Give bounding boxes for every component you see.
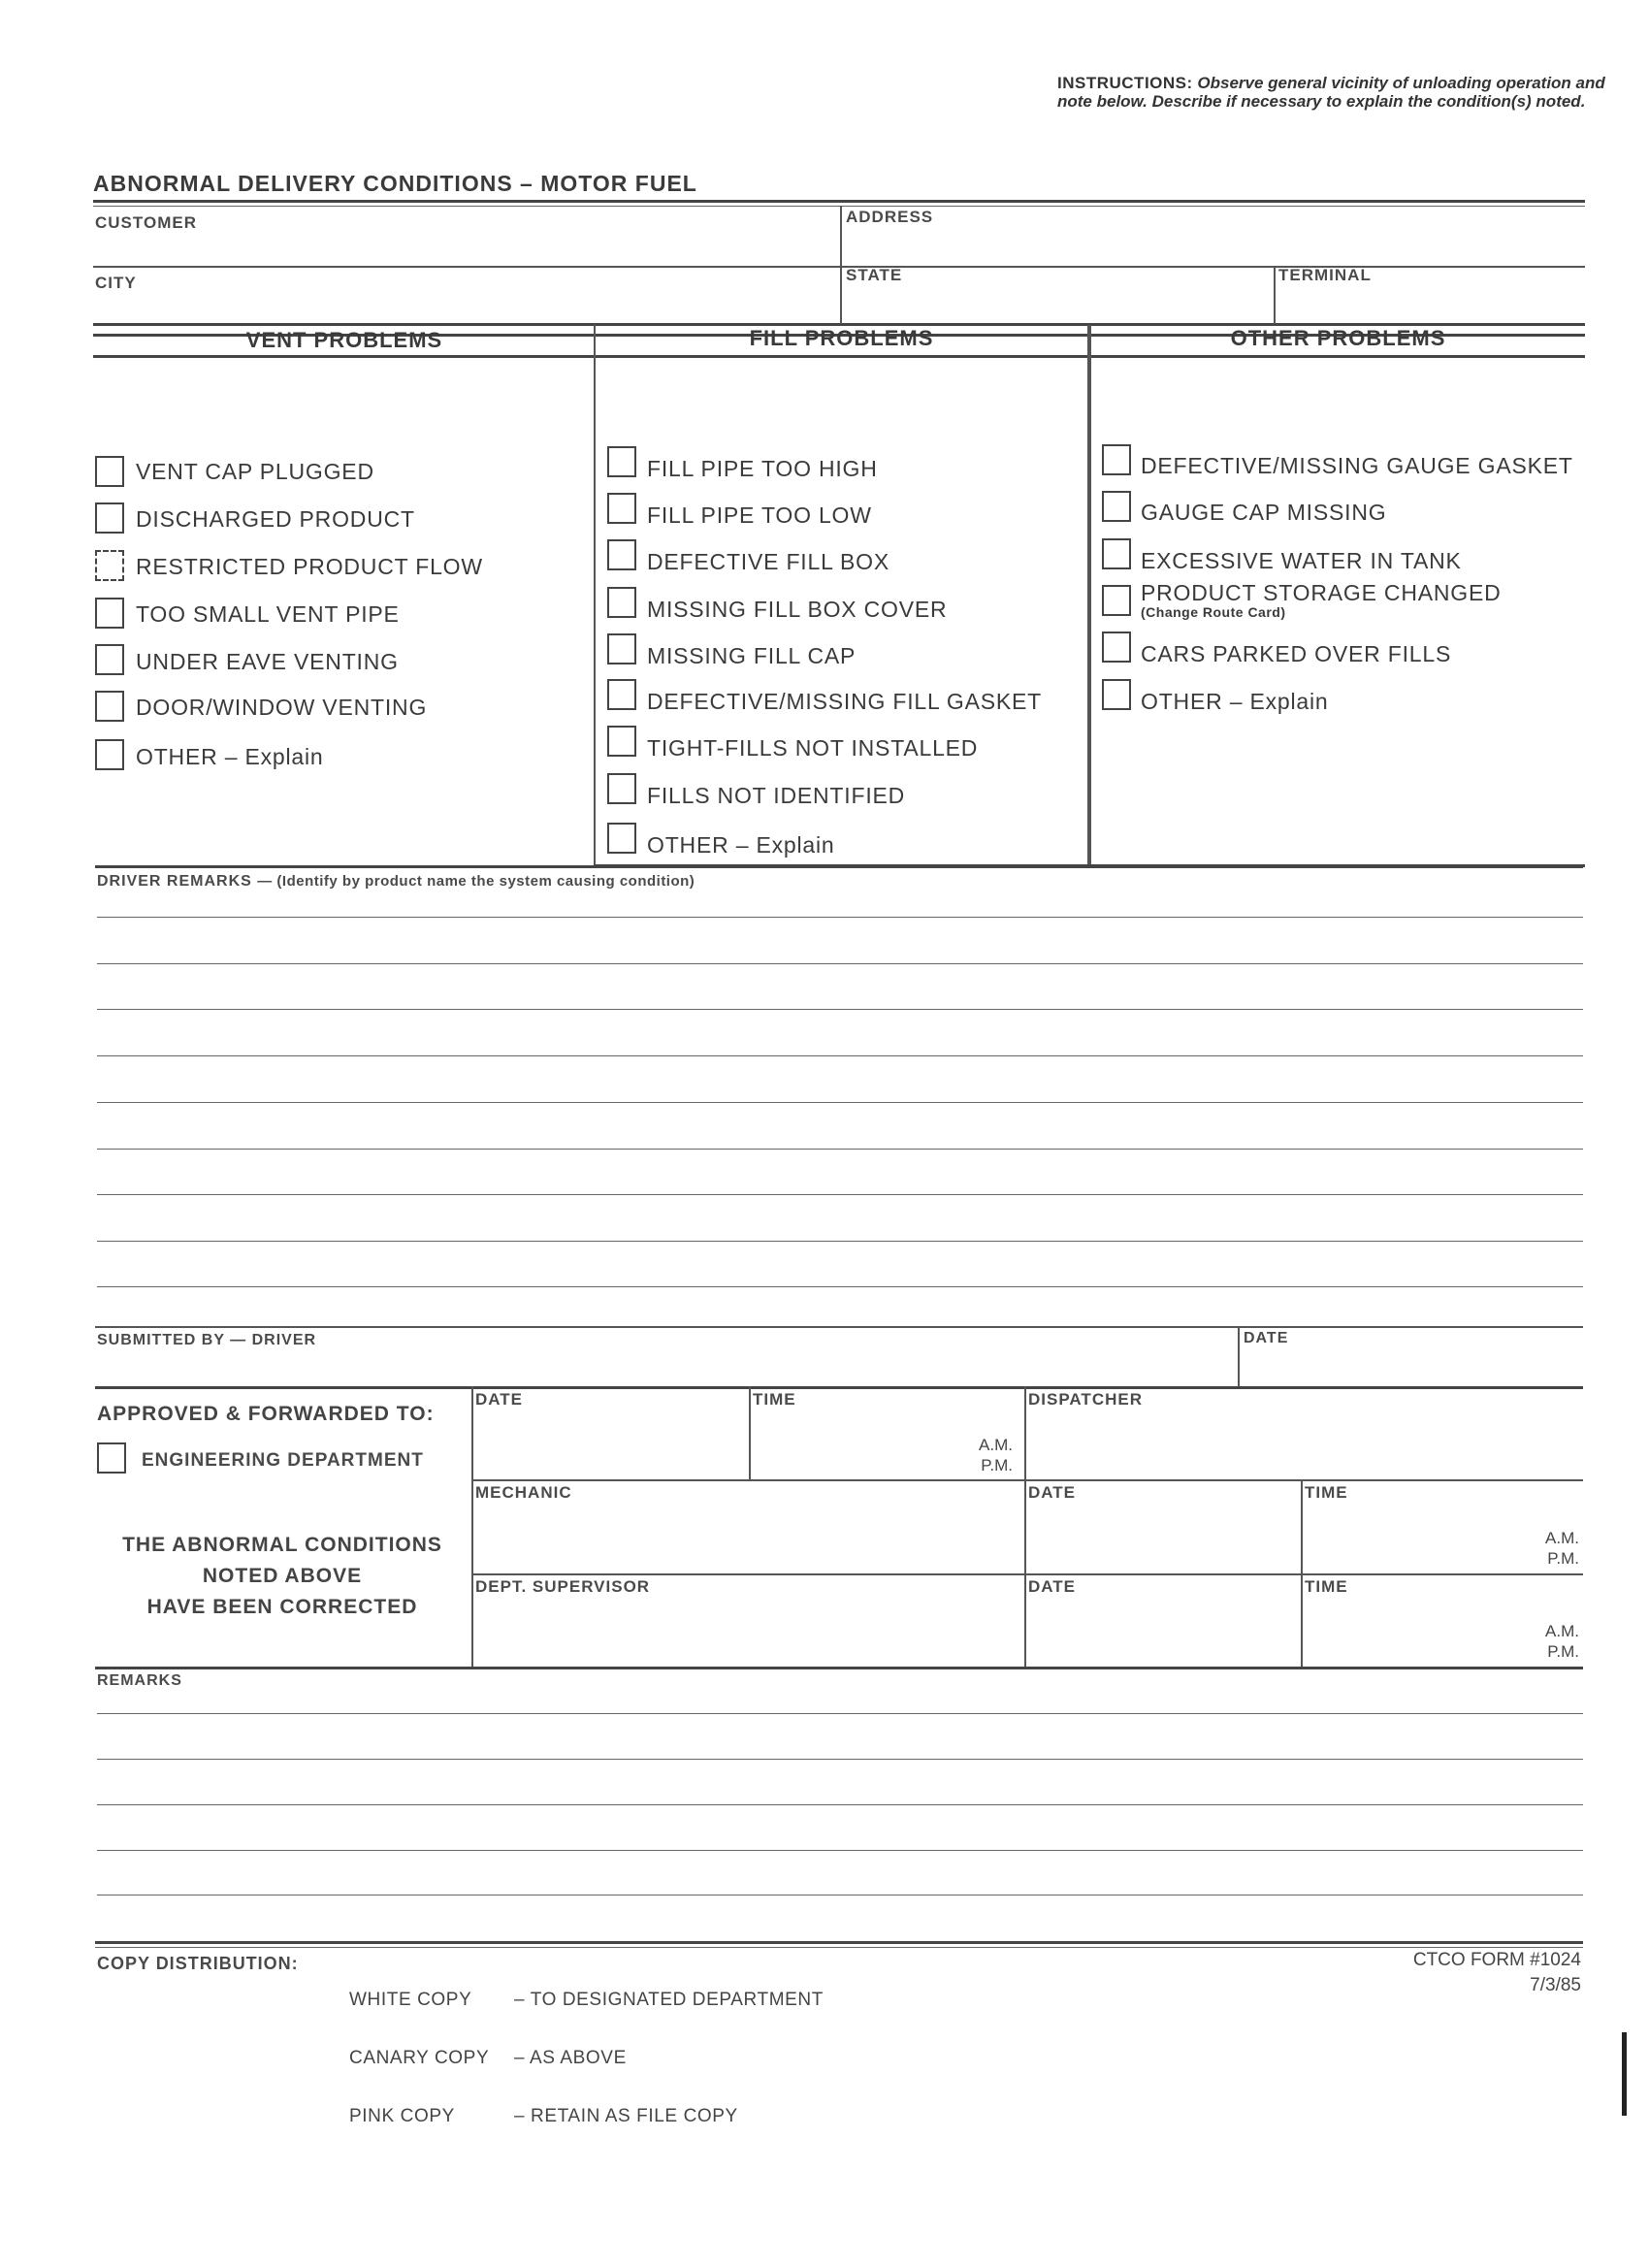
city-field[interactable]: [95, 291, 836, 322]
state-field[interactable]: [846, 287, 1271, 322]
mechanic-label: MECHANIC: [475, 1483, 572, 1502]
customer-field[interactable]: [95, 233, 836, 264]
checkbox-label: OTHER – Explain: [136, 744, 324, 769]
terminal-field[interactable]: [1278, 287, 1583, 322]
submitted-by-field[interactable]: [97, 1351, 1232, 1384]
product-storage-changed-checkbox[interactable]: [1102, 585, 1131, 616]
customer-label: CUSTOMER: [95, 213, 197, 232]
city-label: CITY: [95, 274, 137, 292]
copy-distribution-copies: [349, 1952, 489, 2146]
remarks-line: [97, 1149, 1583, 1150]
remarks-line: [97, 1759, 1583, 1760]
mechanic-field[interactable]: [475, 1505, 1020, 1571]
checkbox-label: DEFECTIVE FILL BOX: [647, 549, 889, 574]
defective-missing-gauge-gasket-checkbox[interactable]: [1102, 444, 1131, 475]
under-eave-venting-checkbox[interactable]: [95, 644, 124, 675]
engineering-department-label: ENGINEERING DEPARTMENT: [142, 1450, 424, 1471]
checkbox-label: PRODUCT STORAGE CHANGED: [1141, 580, 1502, 605]
remarks-line: [97, 1102, 1583, 1103]
remarks-line: [97, 1713, 1583, 1714]
footer-rule: [95, 1941, 1583, 1944]
engineering-department-checkbox[interactable]: [97, 1442, 126, 1474]
corrected-statement: [95, 1530, 469, 1623]
title-rule-2: [93, 206, 1585, 207]
remarks-label: REMARKS: [97, 1672, 182, 1689]
excessive-water-in-tank-checkbox[interactable]: [1102, 538, 1131, 569]
col-divider: [594, 325, 596, 866]
approval-top-rule: [95, 1386, 1583, 1389]
form-title: ABNORMAL DELIVERY CONDITIONS – MOTOR FUEL: [93, 171, 697, 196]
instructions-label: INSTRUCTIONS:: [1057, 74, 1193, 92]
submitted-date-label: DATE: [1244, 1330, 1289, 1346]
checkbox-label: OTHER – Explain: [1141, 689, 1329, 714]
submitted-date-field[interactable]: [1244, 1349, 1583, 1384]
checkbox-label: FILLS NOT IDENTIFIED: [647, 783, 906, 808]
mechanic-ampm: [1500, 1528, 1579, 1569]
remarks-line: [97, 963, 1583, 964]
copy-name: PINK COPY: [349, 2106, 455, 2126]
am-label: A.M.: [1545, 1529, 1579, 1547]
pm-label: P.M.: [1547, 1642, 1579, 1661]
fills-not-identified-checkbox[interactable]: [607, 773, 636, 804]
pm-label: P.M.: [1547, 1549, 1579, 1568]
terminal-label: TERMINAL: [1278, 266, 1372, 284]
driver-remarks-note: — (Identify by product name the system causing condition): [257, 873, 695, 890]
remarks-line: [97, 1009, 1583, 1010]
dispatcher-label: DISPATCHER: [1028, 1390, 1143, 1409]
scan-edge-mark: [1622, 2032, 1627, 2116]
am-label: A.M.: [1545, 1622, 1579, 1640]
tight-fills-not-installed-checkbox[interactable]: [607, 726, 636, 757]
col-divider: [1274, 266, 1276, 324]
fill-pipe-too-low-checkbox[interactable]: [607, 493, 636, 524]
checkbox-label: CARS PARKED OVER FILLS: [1141, 641, 1452, 666]
supervisor-ampm: [1500, 1621, 1579, 1662]
vent-problems-header: VENT PROBLEMS: [245, 328, 443, 352]
approval-date-label: DATE: [475, 1390, 524, 1409]
corrected-line: THE ABNORMAL CONDITIONS: [122, 1534, 442, 1556]
gauge-cap-missing-checkbox[interactable]: [1102, 491, 1131, 522]
remarks-line: [97, 1286, 1583, 1287]
other-problems-header: OTHER PROBLEMS: [1230, 326, 1446, 350]
missing-fill-cap-checkbox[interactable]: [607, 633, 636, 664]
checkbox-label: RESTRICTED PRODUCT FLOW: [136, 554, 483, 579]
instructions: [1057, 74, 1610, 111]
col-divider: [1024, 1386, 1026, 1668]
change-route-card-note: (Change Route Card): [1141, 604, 1286, 620]
copy-distribution-label: COPY DISTRIBUTION:: [97, 1954, 299, 1973]
missing-fill-box-cover-checkbox[interactable]: [607, 587, 636, 618]
checkbox-label: DOOR/WINDOW VENTING: [136, 695, 428, 720]
col-divider: [840, 206, 842, 324]
checkbox-label: TIGHT-FILLS NOT INSTALLED: [647, 735, 979, 761]
door-window-venting-checkbox[interactable]: [95, 691, 124, 722]
row-divider: [471, 1479, 1583, 1481]
driver-remarks-title: DRIVER REMARKS: [97, 873, 252, 890]
remarks-line: [97, 1055, 1583, 1056]
checkbox-label: UNDER EAVE VENTING: [136, 649, 399, 674]
mechanic-date-label: DATE: [1028, 1483, 1077, 1502]
remarks-line: [97, 1850, 1583, 1851]
approval-time-label: TIME: [753, 1390, 796, 1409]
checkbox-label: FILL PIPE TOO HIGH: [647, 456, 878, 481]
driver-remarks-rule: [95, 865, 1583, 868]
copy-destination: – AS ABOVE: [514, 2048, 627, 2068]
state-label: STATE: [846, 266, 903, 284]
col-divider: [1089, 325, 1091, 866]
fill-other-checkbox[interactable]: [607, 823, 636, 854]
copy-name: CANARY COPY: [349, 2048, 490, 2068]
driver-remarks-area[interactable]: [95, 888, 1583, 1287]
fill-pipe-too-high-checkbox[interactable]: [607, 446, 636, 477]
mechanic-time-field[interactable]: [1305, 1505, 1499, 1571]
row-divider: [471, 1573, 1583, 1575]
title-rule: [93, 200, 1585, 203]
approval-date-field[interactable]: [475, 1411, 745, 1475]
mechanic-date-field[interactable]: [1028, 1505, 1296, 1571]
remarks-line: [97, 1241, 1583, 1242]
too-small-vent-pipe-checkbox[interactable]: [95, 598, 124, 629]
supervisor-time-field[interactable]: [1305, 1599, 1499, 1665]
dispatcher-field[interactable]: [1028, 1411, 1581, 1475]
checkbox-label: GAUGE CAP MISSING: [1141, 500, 1387, 525]
dept-supervisor-field[interactable]: [475, 1599, 1020, 1665]
mechanic-time-label: TIME: [1305, 1483, 1348, 1502]
approval-ampm: [931, 1435, 1013, 1475]
dept-supervisor-label: DEPT. SUPERVISOR: [475, 1577, 651, 1596]
defective-fill-box-checkbox[interactable]: [607, 539, 636, 570]
checkbox-label: MISSING FILL BOX COVER: [647, 597, 948, 622]
supervisor-time-label: TIME: [1305, 1577, 1348, 1596]
copy-name: WHITE COPY: [349, 1990, 472, 2010]
problems-header-rule: [93, 355, 1585, 358]
corrected-line: NOTED ABOVE: [202, 1565, 363, 1587]
supervisor-date-label: DATE: [1028, 1577, 1077, 1596]
copy-destination: – TO DESIGNATED DEPARTMENT: [514, 1990, 824, 2010]
other-problems-other-checkbox[interactable]: [1102, 679, 1131, 710]
approved-forwarded-label: APPROVED & FORWARDED TO:: [97, 1403, 435, 1425]
pm-label: P.M.: [981, 1456, 1013, 1474]
checkbox-label: DEFECTIVE/MISSING FILL GASKET: [647, 689, 1043, 714]
checkbox-label: DISCHARGED PRODUCT: [136, 506, 415, 532]
submitted-rule: [95, 1326, 1583, 1328]
checkbox-label: MISSING FILL CAP: [647, 643, 857, 668]
remarks-line: [97, 1804, 1583, 1805]
col-divider: [749, 1386, 751, 1479]
form-date: 7/3/85: [1530, 1975, 1581, 1995]
form-number: CTCO FORM #1024: [1412, 1950, 1581, 1970]
corrected-line: HAVE BEEN CORRECTED: [146, 1596, 418, 1618]
fill-problems-header: FILL PROBLEMS: [749, 326, 934, 350]
remarks-line: [97, 1194, 1583, 1195]
checkbox-label: TOO SMALL VENT PIPE: [136, 601, 400, 627]
address-field[interactable]: [846, 229, 1583, 264]
vent-cap-plugged-checkbox[interactable]: [95, 456, 124, 487]
checkbox-label: DEFECTIVE/MISSING GAUGE GASKET: [1141, 453, 1573, 478]
supervisor-date-field[interactable]: [1028, 1599, 1296, 1665]
copy-distribution-destinations: [514, 1952, 824, 2146]
vent-other-checkbox[interactable]: [95, 739, 124, 770]
checkbox-label: OTHER – Explain: [647, 832, 835, 858]
address-label: ADDRESS: [846, 208, 934, 226]
approval-bottom-rule: [95, 1667, 1583, 1669]
form-number-block: [1290, 1948, 1581, 1998]
submitted-by-label: SUBMITTED BY — DRIVER: [97, 1332, 317, 1348]
copy-destination: – RETAIN AS FILE COPY: [514, 2106, 738, 2126]
col-divider: [471, 1386, 473, 1668]
checkbox-label: FILL PIPE TOO LOW: [647, 502, 872, 528]
cars-parked-over-fills-checkbox[interactable]: [1102, 632, 1131, 663]
remarks-area[interactable]: [95, 1692, 1583, 1895]
restricted-product-flow-checkbox[interactable]: [95, 550, 124, 581]
col-divider: [1238, 1326, 1240, 1386]
checkbox-label: VENT CAP PLUGGED: [136, 459, 374, 484]
checkbox-label: EXCESSIVE WATER IN TANK: [1141, 548, 1462, 573]
am-label: A.M.: [979, 1436, 1013, 1454]
discharged-product-checkbox[interactable]: [95, 502, 124, 534]
defective-missing-fill-gasket-checkbox[interactable]: [607, 679, 636, 710]
remarks-line: [97, 917, 1583, 918]
instructions-text: Observe general vicinity of unloading operation and note below. Describe if necessary to explain the condition(s) noted.: [1057, 74, 1605, 111]
